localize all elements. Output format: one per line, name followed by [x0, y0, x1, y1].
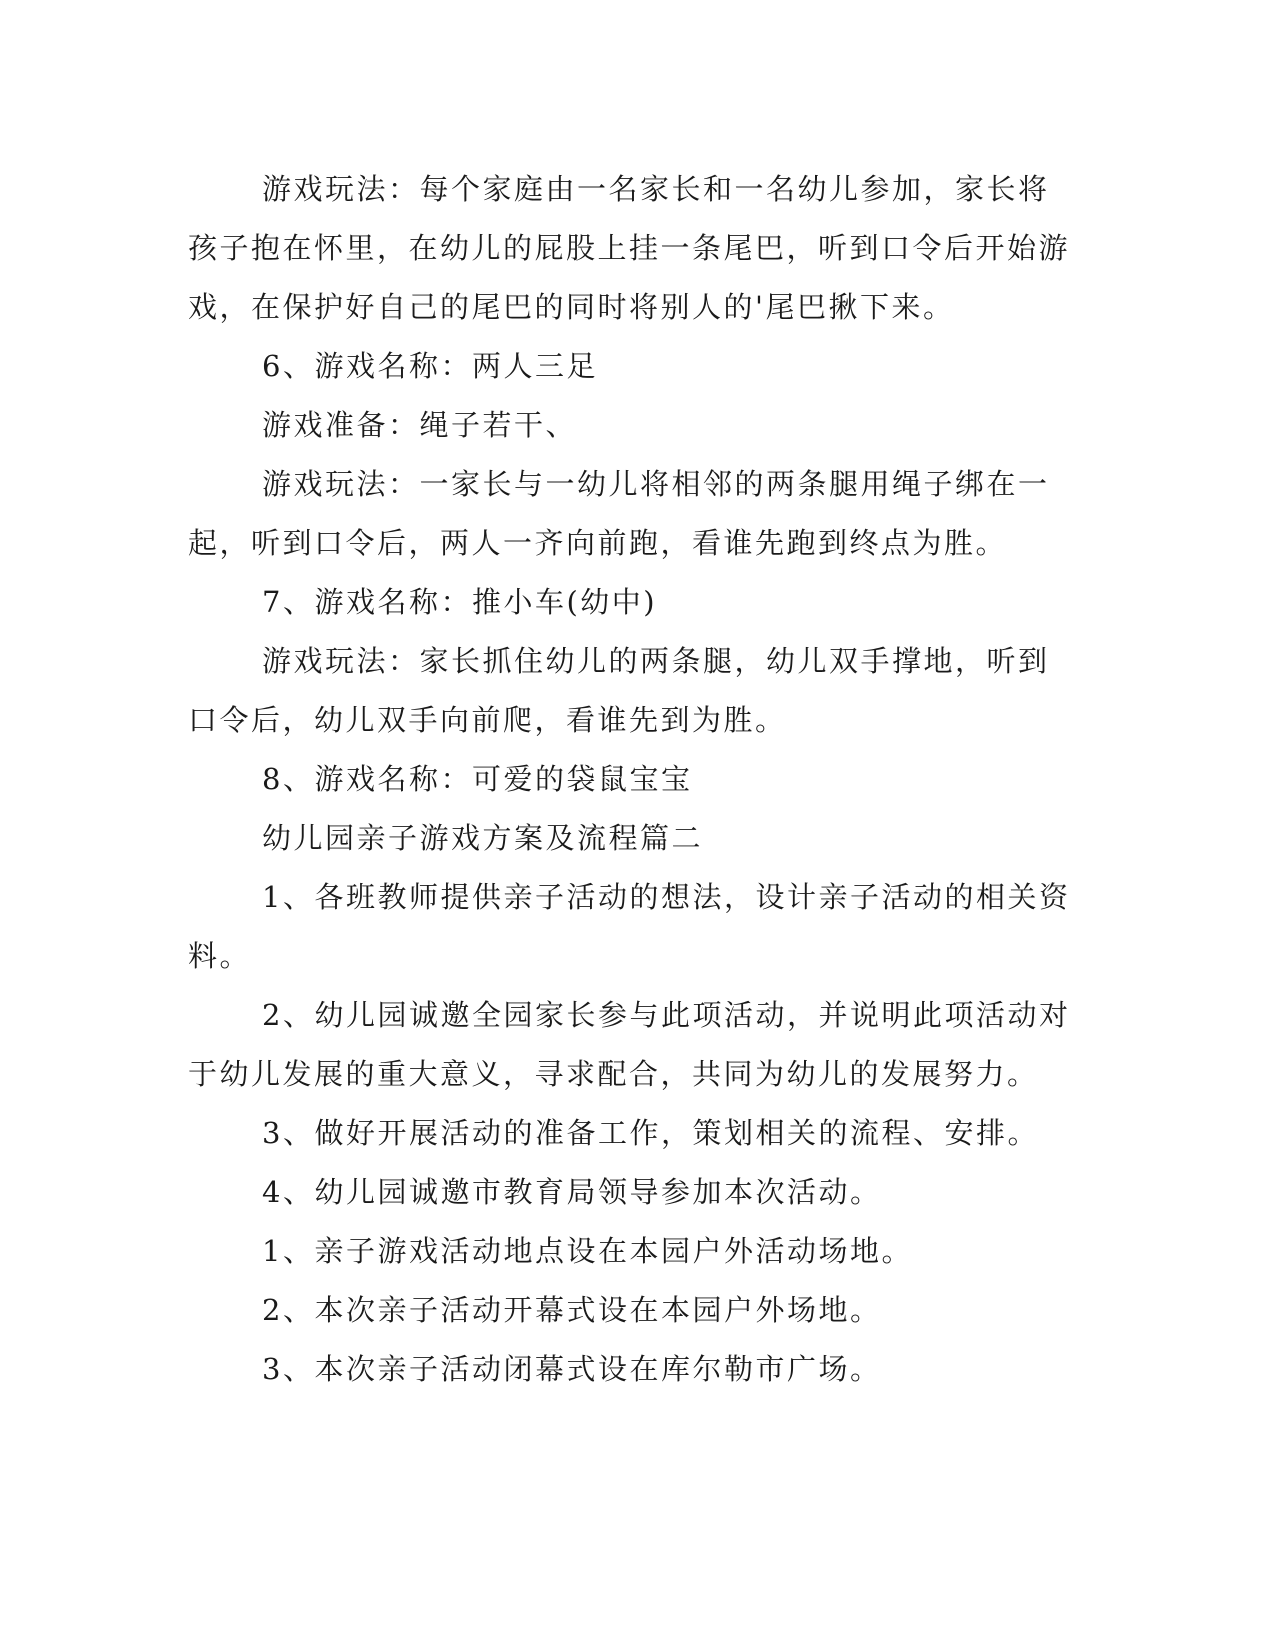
paragraph-venue-item-2: 2、本次亲子活动开幕式设在本园户外场地。 — [262, 1293, 882, 1327]
paragraph-prep-item-2: 2、幼儿园诚邀全园家长参与此项活动，并说明此项活动对于幼儿发展的重大意义，寻求配合，共同为幼儿的发展努力。 — [188, 998, 1071, 1091]
paragraph-game-6-rules: 游戏玩法：一家长与一幼儿将相邻的两条腿用绳子绑在一起，听到口令后，两人一齐向前跑，看谁先跑到终点为胜。 — [188, 467, 1050, 560]
paragraph-prep-item-3: 3、做好开展活动的准备工作，策划相关的流程、安排。 — [262, 1116, 1039, 1150]
document-body — [188, 160, 1078, 1399]
paragraph-prep-item-1: 1、各班教师提供亲子活动的想法，设计亲子活动的相关资料。 — [188, 880, 1071, 973]
paragraph-venue-item-1: 1、亲子游戏活动地点设在本园户外活动场地。 — [262, 1234, 913, 1268]
paragraph-game-6-preparation: 游戏准备：绳子若干、 — [262, 408, 578, 442]
paragraph-tail-grabbing-rules: 游戏玩法：每个家庭由一名家长和一名幼儿参加，家长将孩子抱在怀里，在幼儿的屁股上挂一条尾巴，听到口令后开始游戏，在保护好自己的尾巴的同时将别人的'尾巴揪下来。 — [188, 172, 1071, 324]
paragraph-venue-item-3: 3、本次亲子活动闭幕式设在库尔勒市广场。 — [262, 1352, 882, 1386]
paragraph-game-7-name: 7、游戏名称：推小车(幼中) — [262, 585, 658, 619]
paragraph-game-7-rules: 游戏玩法：家长抓住幼儿的两条腿，幼儿双手撑地，听到口令后，幼儿双手向前爬，看谁先到为胜。 — [188, 644, 1050, 737]
paragraph-prep-item-4: 4、幼儿园诚邀市教育局领导参加本次活动。 — [262, 1175, 882, 1209]
paragraph-game-8-name: 8、游戏名称：可爱的袋鼠宝宝 — [262, 762, 693, 796]
paragraph-game-6-name: 6、游戏名称：两人三足 — [262, 349, 598, 383]
section-heading: 幼儿园亲子游戏方案及流程篇二 — [262, 821, 704, 855]
